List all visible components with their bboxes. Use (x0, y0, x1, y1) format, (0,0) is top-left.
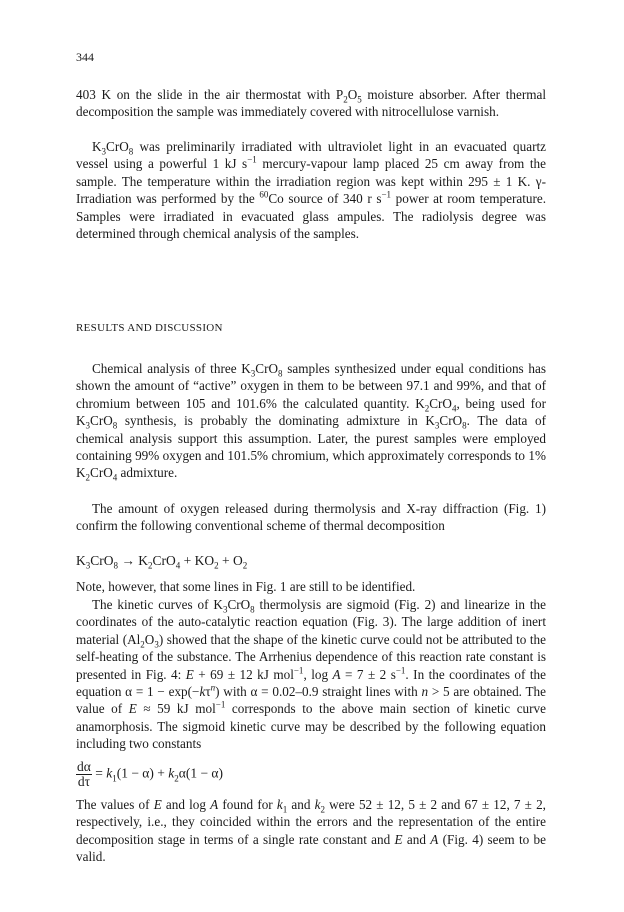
paragraph-method-end: 403 K on the slide in the air thermostat with $P_2O_5$ moisture absorber. After thermal decomposition the sample was immediately covered with nitrocellulose varnish. (76, 87, 546, 120)
paragraph-oxygen-release: The amount of oxygen released during thermolysis and X-ray diffraction (Fig. 1) confirm the following conventional scheme of thermal decomposition (76, 501, 546, 534)
paragraph-kinetics: The kinetic curves of $K_3CrO_8$ thermolysis are sigmoid (Fig. 2) and linearize in the coordinates of the auto-catalytic reaction equation (Fig. 3). The large addition of inert material $(Al_2O_3)$ showed that the shape of the kinetic curve could not be attributed to the self-heating of the substance. The Arrhenius dependence of this reaction rate constant is presented in Fig. 4: E + 69 ± 12 kJ mol$^{-1}$, log A = 7 ± 2 $s^{-1}$. In the coordinates of the equation $\alpha = 1 - \exp(-k\tau^n)$ with α = 0.02–0.9 straight lines with n > 5 are obtained. The value of E ≈ 59 kJ mol$^{-1}$ corresponds to the above main section of kinetic curve anamorphosis. The sigmoid kinetic curve may be described by the following equation including two constants (76, 597, 546, 752)
equation-rate: $\frac{d\alpha}{d\tau}$ = $k_1(1 - \alpha) + k_2\alpha(1 - \alpha)$ (77, 759, 224, 789)
equation-decomposition: $K_3CrO_8 \to K_2CrO_4 + KO_2 + O_2$ (76, 553, 248, 571)
page-number: 344 (76, 50, 94, 64)
paragraph-results: The values of E and log A found for $k_1$ and $k_2$ were 52 ± 12, 5 ± 2 and 67 ± 12, 7 ± 2, respectively, i.e., they coincided within the errors and the representation of the entire decomposition stage in terms of a single rate constant and E and A (Fig. 4) seem to be valid. (76, 797, 546, 865)
section-heading: RESULTS AND DISCUSSION (76, 322, 223, 334)
paragraph-chemical-analysis: Chemical analysis of three $K_3CrO_8$ samples synthesized under equal conditions has shown the amount of “active” oxygen in them to be between 97.1 and 99%, and that of chromium between 105 and 101.6% the calculated quantity. $K_2CrO_4$, being used for $K_3CrO_8$ synthesis, is probably the dominating admixture in $K_3CrO_8$. The data of chemical analysis support this assumption. Later, the purest samples were employed containing 99% oxygen and 101.5% chromium, which approximately corresponds to 1% $K_2CrO_4$ admixture. (76, 361, 546, 484)
paragraph-note: Note, however, that some lines in Fig. 1 are still to be identified. (76, 579, 416, 594)
paragraph-irradiation: $K_3CrO_8$ was preliminarily irradiated with ultraviolet light in an evacuated quartz vessel using a powerful 1 kJ $s^{-1}$ mercury-vapour lamp placed 25 cm away from the sample. The temperature within the irradiation region was kept within 295 ± 1 K. γ-Irradiation was performed by the $^{60}$Co source of 340 r $s^{-1}$ power at room temperature. Samples were irradiated in evacuated glass ampules. The radiolysis degree was determined through chemical analysis of the samples. (76, 139, 547, 242)
